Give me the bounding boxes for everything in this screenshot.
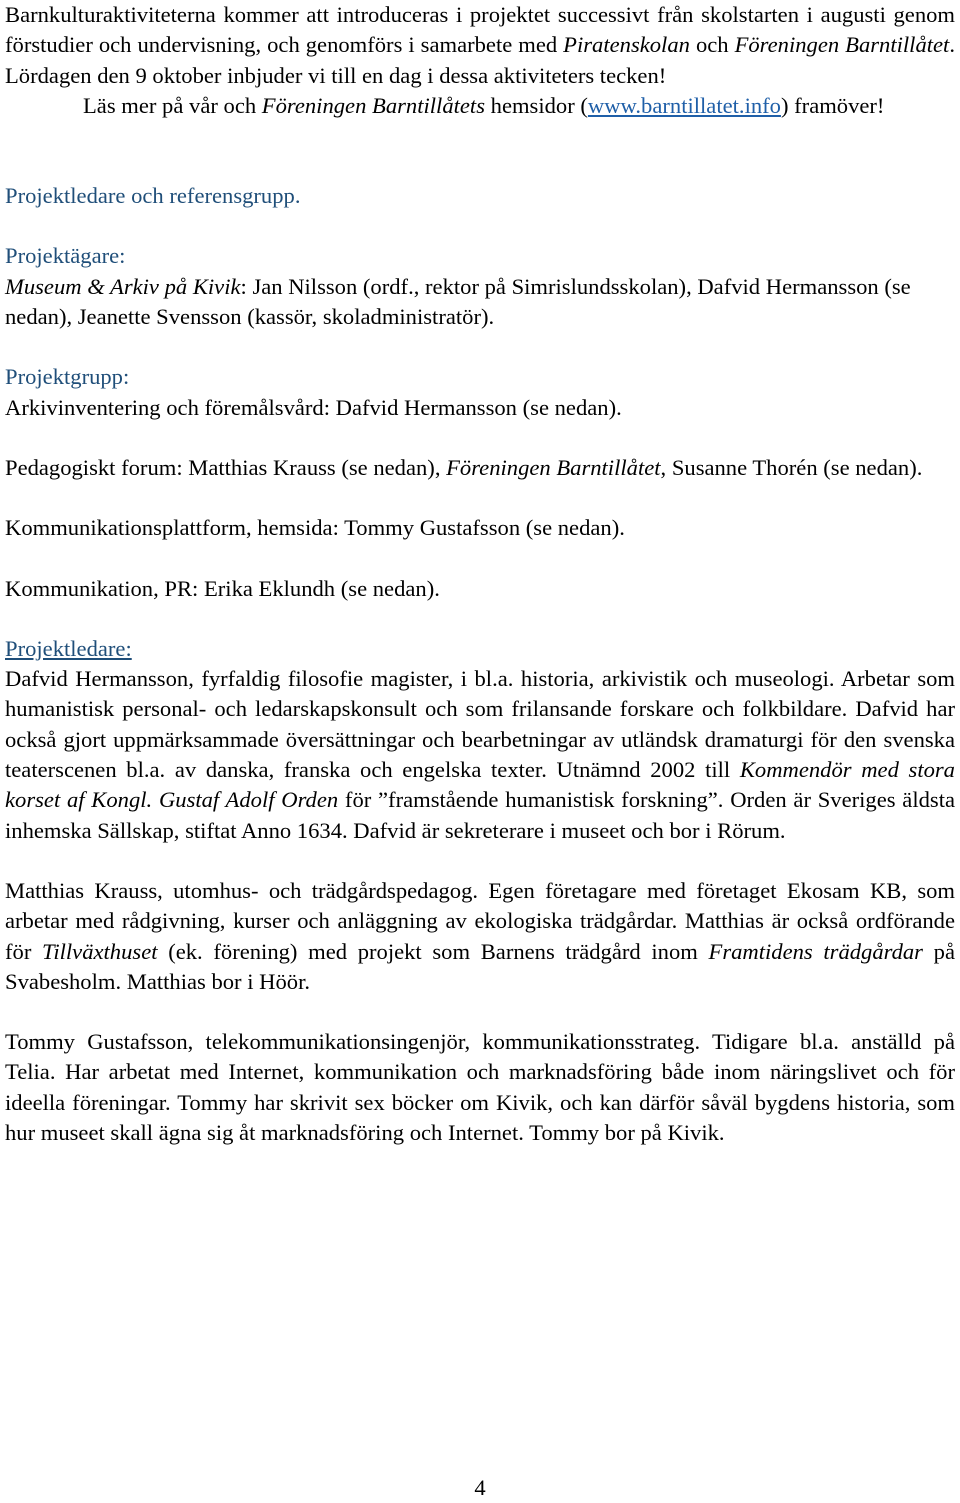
page-number: 4 [474,1475,486,1500]
read-more-text-2: hemsidor ( [485,92,588,118]
gustafsson-bio: Tommy Gustafsson, telekommunikationsingenjör, kommunikationsstrateg. Tidigare bl.a. anställd på Telia. Har arbetat med Internet, kommunikation och marknadsföring både inom näringslivet och för ideella föreningar. Tommy har skrivit sex böcker om Kivik, och kan därför såväl bygdens historia, som hur museet skall ägna sig åt marknadsföring och Internet. Tommy bor på Kivik. [5,1029,955,1146]
owners-text: : Jan Nilsson (ordf., rektor på Simrislundsskolan), Dafvid Hermansson (se nedan), Jeanette Svensson (kassör, skoladministratör). [5,273,911,330]
order-name: Kommendör med stora korset af Kongl. Gustaf Adolf Orden [5,757,955,813]
group-line-platform: Kommunikationsplattform, hemsida: Tommy Gustafsson (se nedan). [5,515,625,541]
krauss-text-1: Matthias Krauss, utomhus- och trädgårdspedagog. Egen företagare med företaget Ekosam KB, som arbetar med rådgivning, kurser och anläggning av ekologiska trädgårdar. Matthias är också ordförande för [5,877,955,964]
intro-text-1: Barnkulturaktiviteterna kommer att introduceras i projektet successivt från skolstarten i augusti genom förstudier och undervisning, och genomförs i samarbete med [5,2,955,58]
group-line-pr: Kommunikation, PR: Erika Eklundh (se nedan). [5,575,440,601]
museum-name: Museum & Arkiv på Kivik [5,273,241,299]
intro-text-3: . Lördagen den 9 oktober inbjuder vi till en dag i dessa aktiviteters tecken! [5,32,955,88]
leader-bio-text-2: för ”framstående humanistisk forskning”. Orden är Sveriges äldsta inhemska Sällskap, stiftat Anno 1634. Dafvid är sekreterare i museet och bor i Rörum. [5,787,955,843]
barntillatets-name: Föreningen Barntillåtets [261,92,485,118]
framtidens-tradgardar-name: Framtidens trädgårdar [708,938,923,964]
group-line-pedagogic [5,453,955,483]
group-label: Projektgrupp: [5,364,130,390]
read-more-text-3: ) framöver! [780,92,885,118]
barntillatet-name: Föreningen Barntillåtet [734,32,950,58]
intro-paragraph [5,0,955,91]
intro-text-2: och [689,32,735,58]
piratenskolan-name: Piratenskolan [563,32,690,58]
leader-bio-text-1: Dafvid Hermansson, fyrfaldig filosofie magister, i bl.a. historia, arkivistik och museologi. Arbetar som humanistisk personal- och ledarskapskonsult och som frilansande forskare och folkbildare. Dafvid har också gjort uppmärksammade översättningar och bearbetningar av utländsk dramaturgi för den svenska teaterscenen bl.a. av danska, franska och engelska texter. Utnämnd 2002 till [5,666,955,783]
body-text [5,0,955,1148]
group-line-archive: Arkivinventering och föremålsvård: Dafvid Hermansson (se nedan). [5,394,622,420]
tillvaxthuset-name: Tillväxthuset [42,938,158,964]
section-heading: Projektledare och referensgrupp. [5,183,301,209]
owners-label: Projektägare: [5,243,126,269]
leader-label: Projektledare: [5,635,132,661]
leader-bio [5,664,955,846]
barntillatet-name-2: Föreningen Barntillåtet [446,454,661,480]
read-more-text-1: Läs mer på vår och [83,92,262,118]
krauss-text-2: (ek. förening) med projekt som Barnens trädgård inom [157,938,709,964]
website-link[interactable]: www.barntillatet.info [587,92,781,118]
owners-paragraph [5,272,955,333]
krauss-bio [5,876,955,997]
pedagogic-text-2: , Susanne Thorén (se nedan). [660,454,923,480]
read-more-paragraph [5,91,955,121]
pedagogic-text-1: Pedagogiskt forum: Matthias Krauss (se nedan), [5,454,447,480]
krauss-text-3: på Svabesholm. Matthias bor i Höör. [5,938,955,994]
